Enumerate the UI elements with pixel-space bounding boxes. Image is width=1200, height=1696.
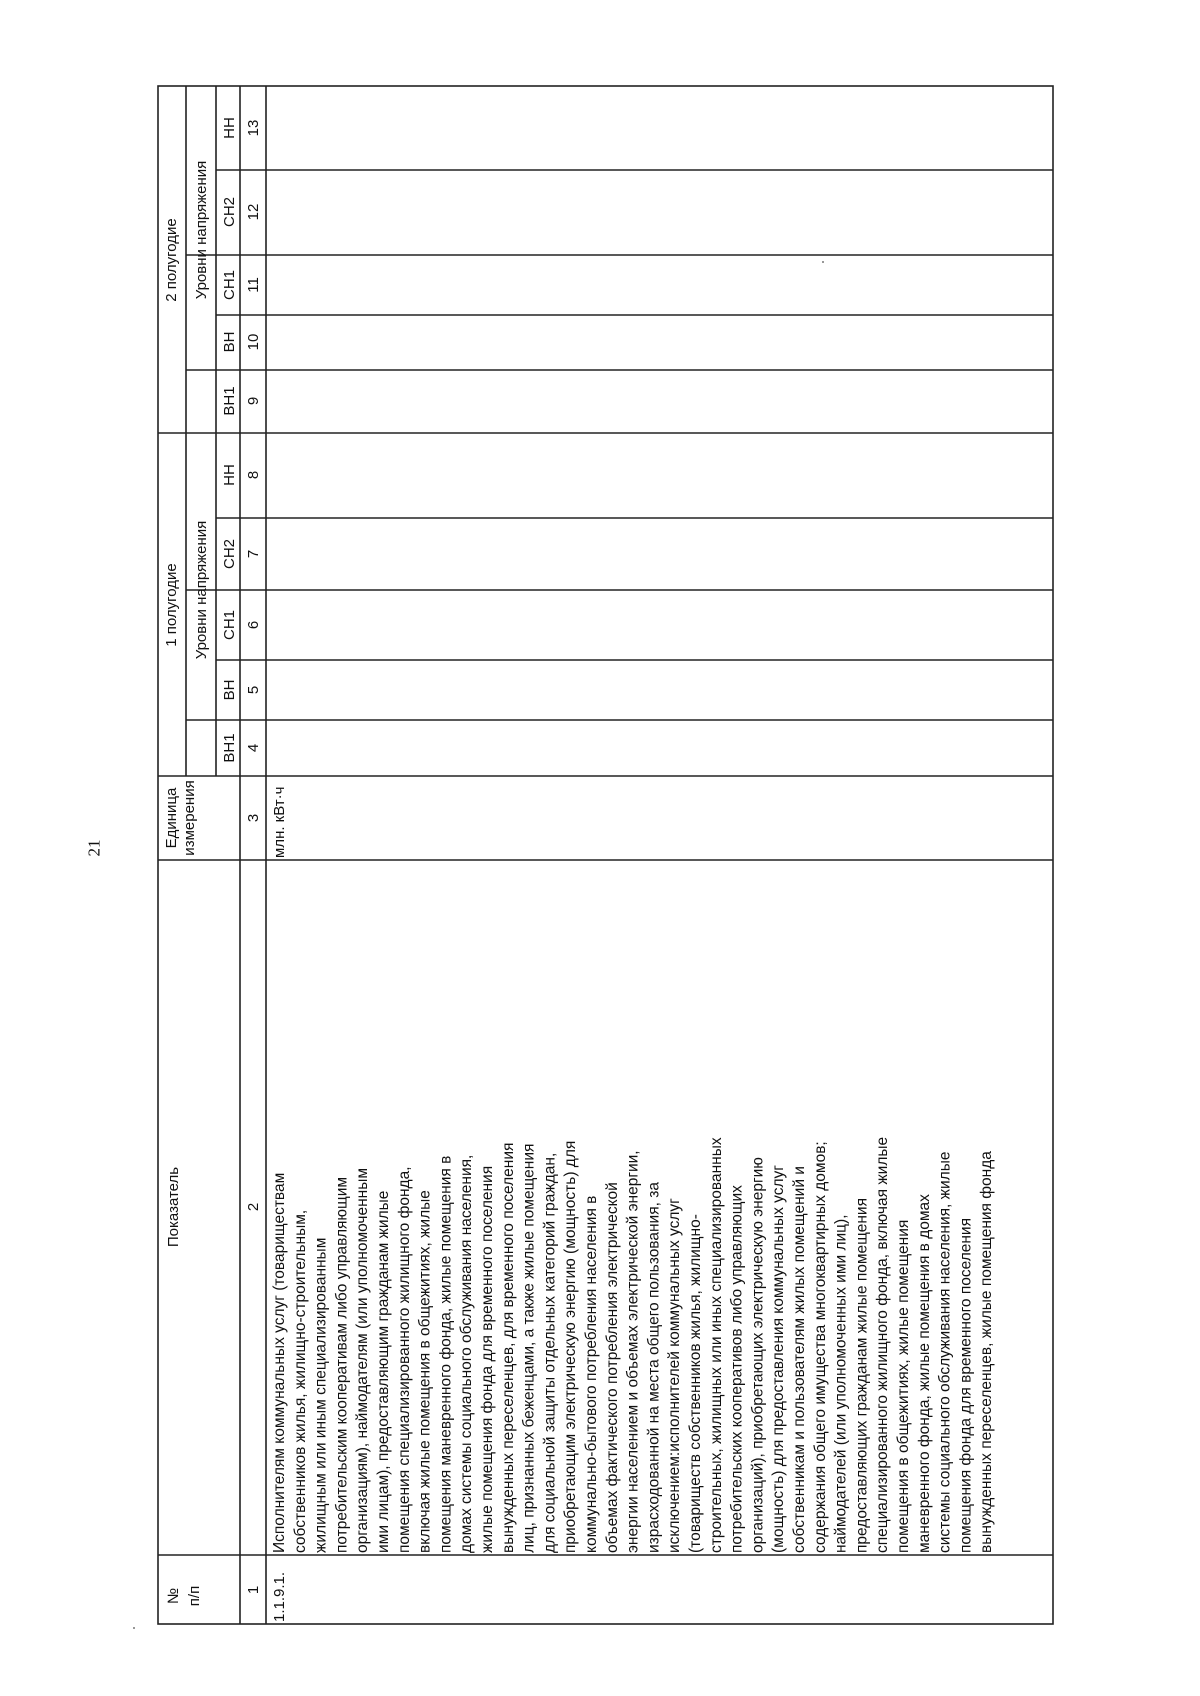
col-num-subheader: п/п bbox=[186, 1585, 203, 1607]
colnum-9: 9 bbox=[245, 396, 262, 406]
indicator-text-line: исключением:исполнителей коммунальных услуг bbox=[666, 1198, 684, 1553]
indicator-text-line: наймодателей (или уполномоченных ими лиц), bbox=[832, 1214, 850, 1553]
indicator-text-line: собственникам и пользователям жилых помещений и bbox=[791, 1166, 808, 1553]
indicator-text-line: организаций), приобретающих электрическую энергию bbox=[749, 1157, 767, 1553]
colnum-11: 11 bbox=[245, 277, 262, 293]
indicator-text-line: маневренного фонда, жилые помещения в домах bbox=[915, 1194, 933, 1553]
level-vn-h1: ВН bbox=[221, 679, 238, 701]
indicator-text-line: Исполнителям коммунальных услуг (товариществам bbox=[271, 1172, 288, 1553]
half1-header: 1 полугодие bbox=[163, 563, 180, 647]
colnum-10: 10 bbox=[245, 333, 262, 351]
level-nn-h2: НН bbox=[221, 117, 238, 139]
level-nn-h1: НН bbox=[221, 464, 238, 486]
level-vn1-h1: ВН1 bbox=[221, 733, 238, 763]
colnum-13: 13 bbox=[245, 119, 262, 137]
indicator-text-line: предоставляющих гражданам жилые помещения bbox=[853, 1198, 871, 1553]
colnum-5: 5 bbox=[245, 685, 262, 695]
voltage-levels-header-2: Уровни напряжения bbox=[193, 160, 210, 300]
colnum-2: 2 bbox=[245, 1202, 262, 1212]
level-vn-h2: ВН bbox=[221, 331, 238, 353]
level-vn1-h2: ВН1 bbox=[221, 386, 238, 416]
indicator-text-line: помещения маневренного фонда, жилые помещения в bbox=[437, 1155, 455, 1553]
page-number: 21 bbox=[84, 839, 104, 857]
indicator-text-line: (мощность) для предоставления коммунальных услуг bbox=[770, 1165, 788, 1553]
indicator-text-line: строительных, жилищных или иных специализированных bbox=[707, 1137, 725, 1553]
indicator-text-line: системы социального обслуживания населения, жилые bbox=[936, 1151, 954, 1553]
half2-header: 2 полугодие bbox=[163, 218, 180, 302]
indicator-text-line: ими лицам), предоставляющим гражданам жилые bbox=[375, 1190, 392, 1553]
col-indicator-header: Показатель bbox=[165, 1166, 182, 1248]
indicator-text-line: помещения фонда для временного поселения bbox=[957, 1218, 975, 1553]
indicator-text-line: для социальной защиты отдельных категорий граждан, bbox=[541, 1152, 559, 1553]
indicator-text-line: собственников жилья, жилищно-строительным, bbox=[291, 1209, 309, 1553]
row-number: 1.1.9.1. bbox=[271, 1571, 288, 1622]
indicator-text-line: жилые помещения фонда для временного поселения bbox=[479, 1165, 496, 1553]
colnum-3: 3 bbox=[245, 813, 262, 823]
row-indicator-text bbox=[271, 1137, 995, 1553]
level-sn1-h1: СН1 bbox=[221, 609, 238, 641]
indicator-text-line: жилищным или иным специализированным bbox=[312, 1237, 330, 1553]
colnum-12: 12 bbox=[245, 203, 262, 221]
col-num-header: № bbox=[165, 1587, 182, 1605]
col-unit-header-line2: измерения bbox=[181, 780, 198, 856]
indicator-text-line: вынужденных переселенцев, для временного поселения bbox=[499, 1142, 517, 1553]
colnum-7: 7 bbox=[245, 549, 262, 559]
indicator-text-line: включая жилые помещения в общежитиях, жилые bbox=[416, 1190, 434, 1553]
colnum-6: 6 bbox=[245, 620, 262, 630]
indicator-text-line: организациям), наймодателям (или уполномоченным bbox=[354, 1167, 372, 1553]
colnum-4: 4 bbox=[245, 743, 262, 753]
colnum-8: 8 bbox=[245, 470, 262, 480]
indicator-text-line: помещения специализированного жилищного фонда, bbox=[395, 1166, 413, 1553]
voltage-levels-header-1: Уровни напряжения bbox=[193, 520, 210, 660]
col-unit-header-line1: Единица bbox=[163, 787, 180, 849]
indicator-text-line: (товариществ собственников жилья, жилищно- bbox=[687, 1214, 704, 1553]
indicator-text-line: содержания общего имущества многоквартирных домов; bbox=[811, 1141, 829, 1553]
indicator-text-line: лиц, признанных беженцами, а также жилые помещения bbox=[520, 1143, 538, 1553]
row-unit: млн. кВт·ч bbox=[271, 786, 288, 858]
indicator-text-line: потребительских кооперативов либо управляющих bbox=[728, 1185, 746, 1553]
indicator-text-line: вынужденных переселенцев, жилые помещения фонда bbox=[978, 1151, 996, 1553]
indicator-text-line: помещения в общежитиях, жилые помещения bbox=[895, 1219, 912, 1553]
indicator-text-line: специализированного жилищного фонда, включая жилые bbox=[874, 1136, 892, 1553]
level-sn2-h1: СН2 bbox=[221, 538, 238, 570]
indicator-text-line: домах системы социального обслуживания населения, bbox=[458, 1154, 476, 1553]
indicator-text-line: объемах фактического потребления электрической bbox=[603, 1182, 621, 1553]
level-sn2-h2: СН2 bbox=[221, 196, 238, 228]
indicator-text-line: энергии населением и объемах электрической энергии, bbox=[624, 1150, 642, 1553]
level-sn1-h2: СН1 bbox=[221, 269, 238, 301]
colnum-1: 1 bbox=[245, 1585, 262, 1595]
indicator-text-line: израсходованной на места общего пользования, за bbox=[645, 1182, 663, 1553]
indicator-text-line: коммунально-бытового потребления населения в bbox=[583, 1195, 600, 1553]
indicator-text-line: потребительским кооперативам либо управляющим bbox=[333, 1176, 351, 1553]
indicator-text-line: приобретающим электрическую энергию (мощность) для bbox=[562, 1140, 580, 1553]
